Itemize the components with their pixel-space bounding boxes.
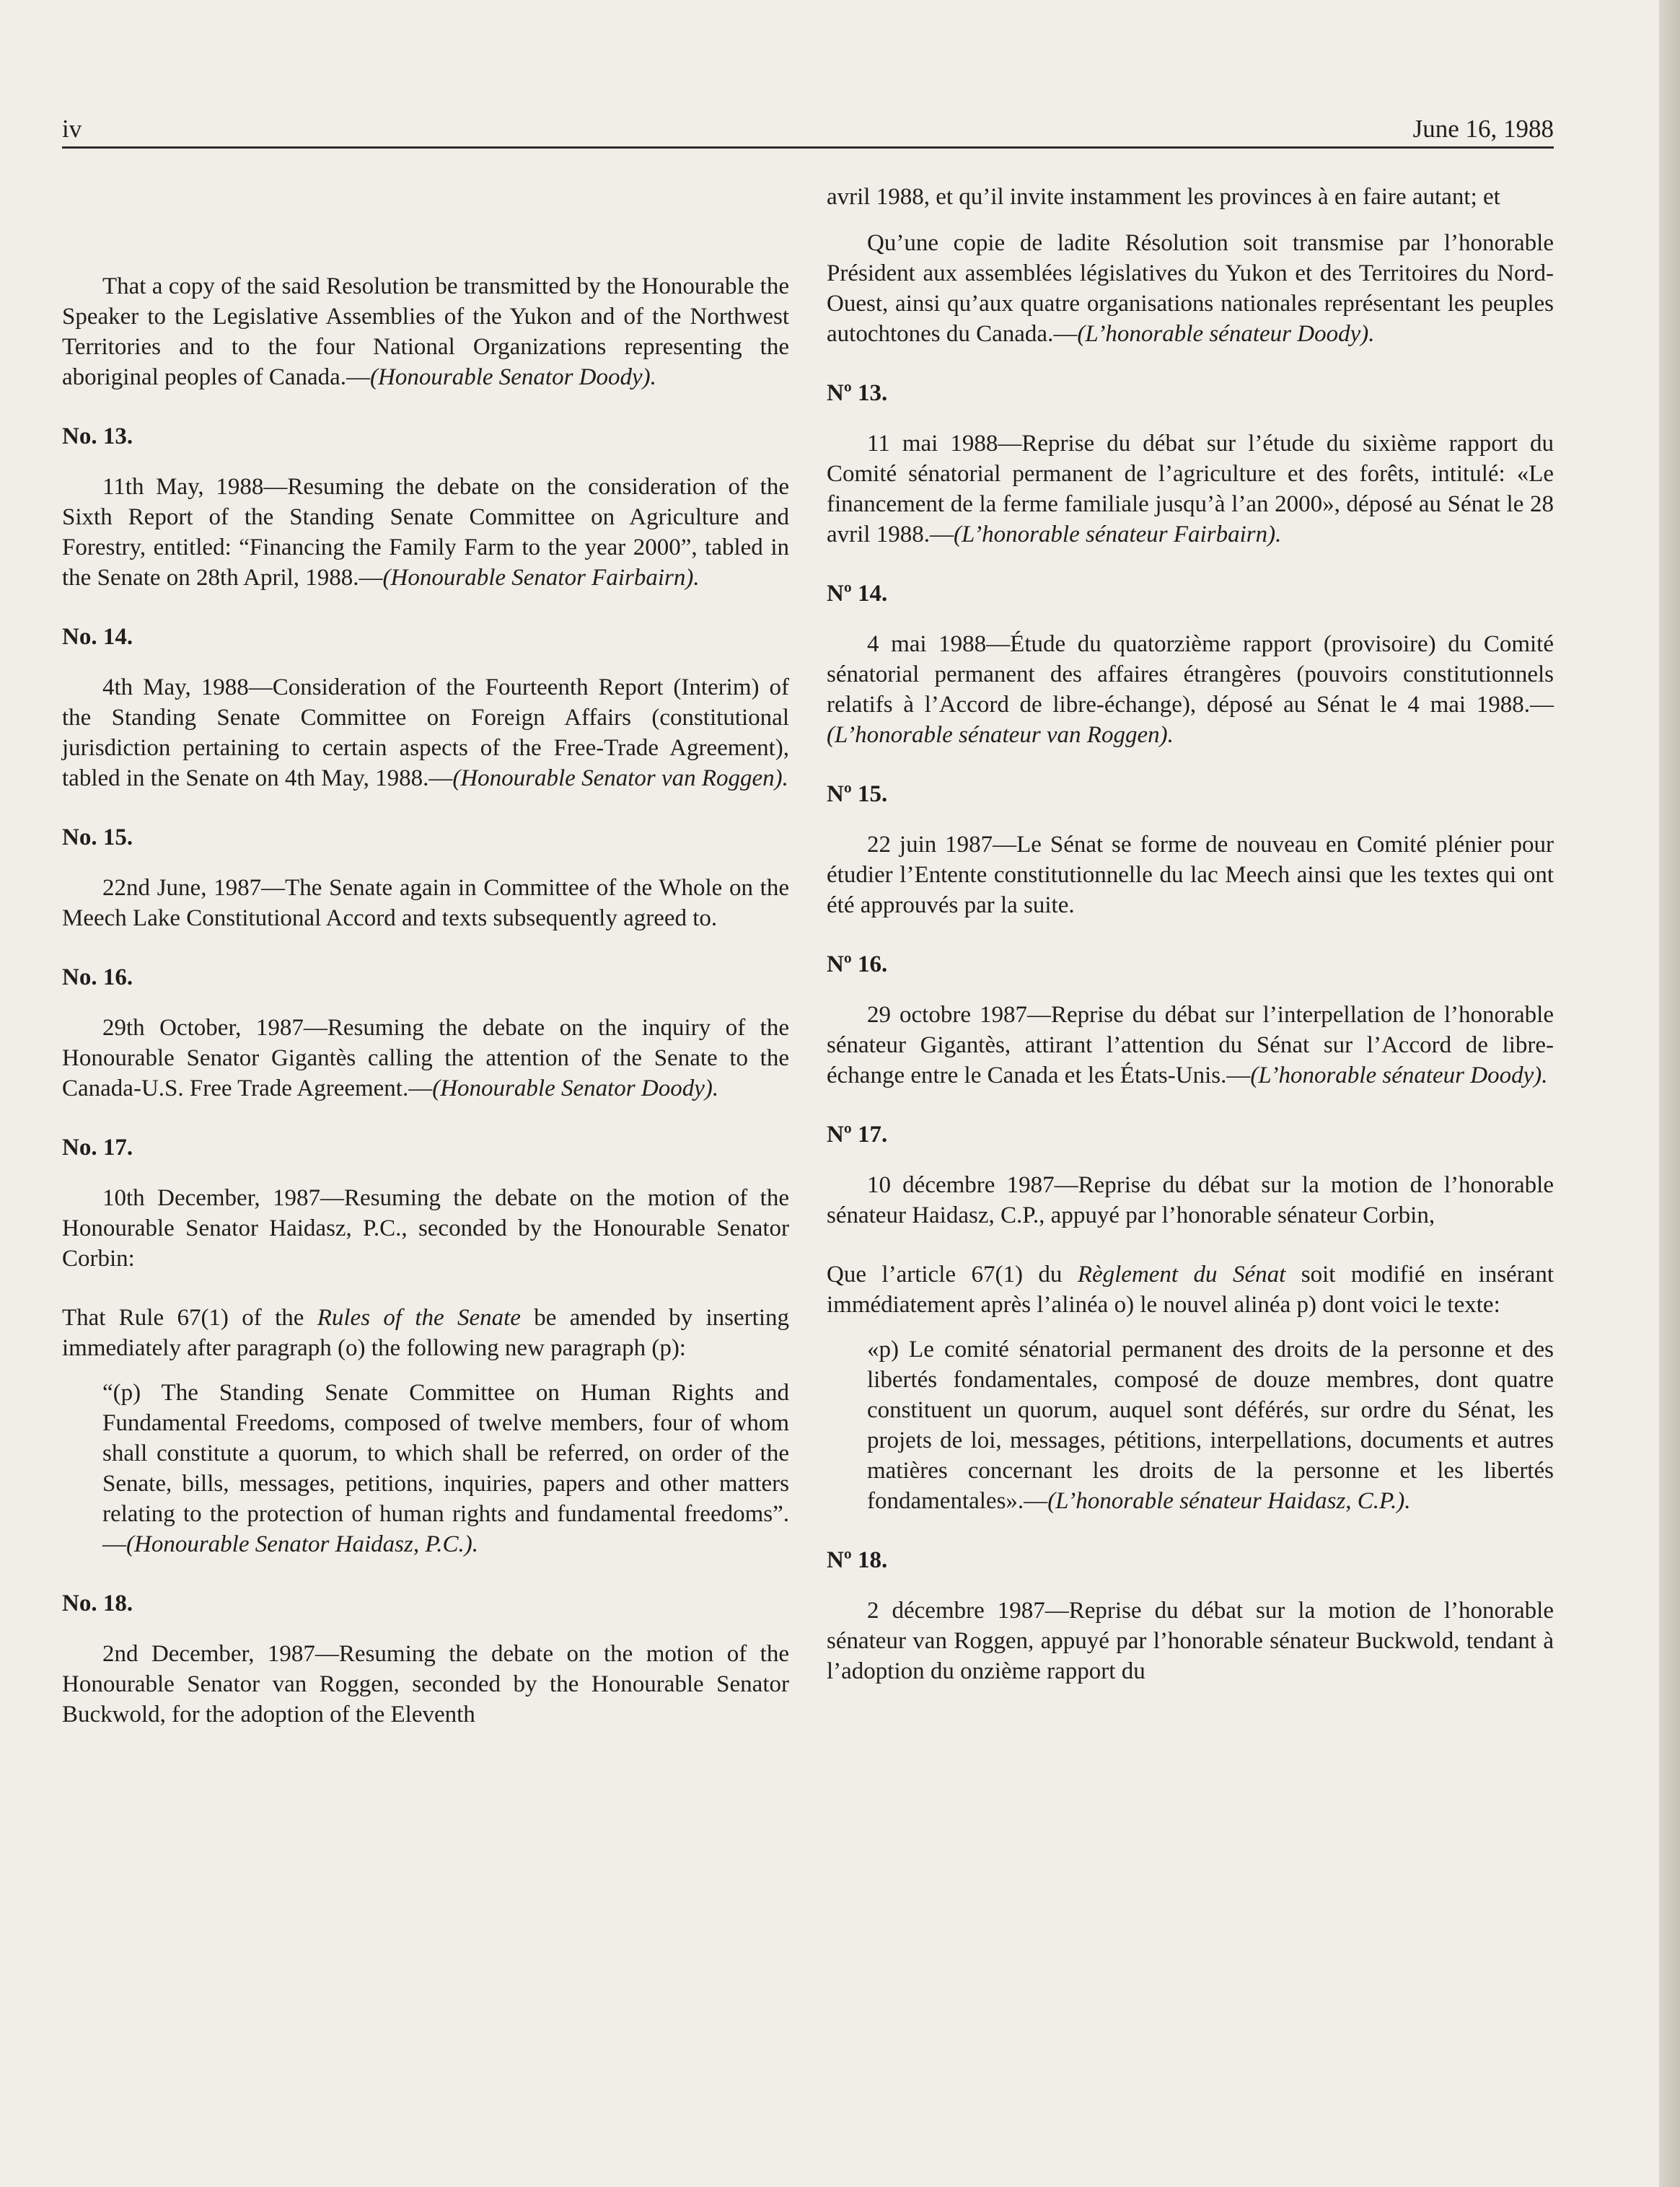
item-body-15: 22nd June, 1987—The Senate again in Committee of the Whole on the Meech Lake Constitutional Accord and texts subsequently agreed to. xyxy=(62,875,789,931)
item-body-18-fr: 2 décembre 1987—Reprise du débat sur la motion de l’honorable sénateur van Roggen, appuyé par l’honorable sénateur Buckwold, tendant à l’adoption du onzième rapport du xyxy=(827,1598,1554,1684)
rule67-quote-fr: «p) Le comité sénatorial permanent des droits de la personne et des libertés fondamentales, composé de douze membres, dont quatre constituent un quorum, auquel sont déférés, sur ordre du Sénat, les projets de loi, messages, pétitions, interpellations, documents et autres matières concernant les droits de la personne et les libertés fondamentales».—(L’honorable sénateur Haidasz, C.P.). xyxy=(867,1337,1554,1514)
item-body-13: 11th May, 1988—Resuming the debate on the consideration of the Sixth Report of the Standing Senate Committee on Agriculture and Forestry, entitled: “Financing the Family Farm to the year 2000”, tabled in the Senate on 28th April, 1988.—(Honourable Senator Fairbairn). xyxy=(62,474,789,591)
rule67-paragraph-fr: Que l’article 67(1) du Règlement du Sénat soit modifié en insérant immédiatement après l’alinéa o) le nouvel alinéa p) dont voici le texte: xyxy=(827,1262,1554,1318)
item-heading-16: No. 16. xyxy=(62,964,133,990)
item-body-14-fr: 4 mai 1988—Étude du quatorzième rapport (provisoire) du Comité sénatorial permanent des affaires étrangères (pouvoirs constitutionnels relatifs à l’Accord de libre-échange), déposé au Sénat le 4 mai 1988.—(L’honorable sénateur van Roggen). xyxy=(827,631,1554,748)
item-heading-16-fr: Nº 16. xyxy=(827,951,888,977)
page-edge xyxy=(1659,0,1680,2187)
item-heading-15: No. 15. xyxy=(62,824,133,850)
spacer xyxy=(62,182,789,271)
item-body-15-fr: 22 juin 1987—Le Sénat se forme de nouveau en Comité plénier pour étudier l’Entente constitutionnelle du lac Meech ainsi que les textes qui ont été approuvés par la suite. xyxy=(827,832,1554,918)
resolution-paragraph-fr: Qu’une copie de ladite Résolution soit transmise par l’honorable Président aux assemblées législatives du Yukon et des Territoires du Nord-Ouest, ainsi qu’aux quatre organisations nationales représentant les peuples autochtones du Canada.—(L’honorable sénateur Doody). xyxy=(827,230,1554,347)
resolution-attribution-fr: (L’honorable sénateur Doody). xyxy=(1077,321,1375,347)
item-heading-18-fr: Nº 18. xyxy=(827,1547,888,1573)
header-date: June 16, 1988 xyxy=(1412,115,1554,143)
item-heading-15-fr: Nº 15. xyxy=(827,781,888,807)
item-heading-14-fr: Nº 14. xyxy=(827,581,888,607)
english-column xyxy=(62,182,789,1759)
header-rule xyxy=(62,146,1554,149)
item-heading-17-fr: Nº 17. xyxy=(827,1122,888,1148)
item-body-16-fr: 29 octobre 1987—Reprise du débat sur l’interpellation de l’honorable sénateur Gigantès, attirant l’attention du Sénat sur l’Accord de libre-échange entre le Canada et les États-Unis.—(L’honorable sénateur Doody). xyxy=(827,1002,1554,1088)
item-heading-14: No. 14. xyxy=(62,624,133,650)
resolution-paragraph: That a copy of the said Resolution be transmitted by the Honourable the Speaker to the Legislative Assemblies of the Yukon and of the Northwest Territories and to the four National Organizations representing the aboriginal peoples of Canada.—(Honourable Senator Doody). xyxy=(62,273,789,390)
item-body-16: 29th October, 1987—Resuming the debate on the inquiry of the Honourable Senator Gigantès calling the attention of the Senate to the Canada-U.S. Free Trade Agreement.—(Honourable Senator Doody). xyxy=(62,1015,789,1101)
rule67-quote: “(p) The Standing Senate Committee on Human Rights and Fundamental Freedoms, composed of twelve members, four of whom shall constitute a quorum, to which shall be referred, on order of the Senate, bills, messages, petitions, inquiries, papers and other matters relating to the protection of human rights and fundamental freedoms”.—(Honourable Senator Haidasz, P.C.). xyxy=(102,1380,789,1557)
item-heading-13-fr: Nº 13. xyxy=(827,380,888,406)
rule67-paragraph: That Rule 67(1) of the Rules of the Senate be amended by inserting immediately after paragraph (o) the following new paragraph (p): xyxy=(62,1305,789,1361)
page-header xyxy=(62,110,1554,149)
item-body-17: 10th December, 1987—Resuming the debate on the motion of the Honourable Senator Haidasz, P.C., seconded by the Honourable Senator Corbin: xyxy=(62,1185,789,1272)
item-body-14: 4th May, 1988—Consideration of the Fourteenth Report (Interim) of the Standing Senate Committee on Foreign Affairs (constitutional jurisdiction pertaining to certain aspects of the Free-Trade Agreement), tabled in the Senate on 4th May, 1988.—(Honourable Senator van Roggen). xyxy=(62,674,789,791)
french-column xyxy=(827,182,1554,1715)
continuation-paragraph: avril 1988, et qu’il invite instamment les provinces à en faire autant; et xyxy=(827,184,1500,210)
page-number: iv xyxy=(62,115,82,143)
item-body-17-fr: 10 décembre 1987—Reprise du débat sur la motion de l’honorable sénateur Haidasz, C.P., appuyé par l’honorable sénateur Corbin, xyxy=(827,1172,1554,1228)
item-heading-17: No. 17. xyxy=(62,1135,133,1161)
item-body-18: 2nd December, 1987—Resuming the debate on the motion of the Honourable Senator van Roggen, seconded by the Honourable Senator Buckwold, for the adoption of the Eleventh xyxy=(62,1641,789,1728)
item-heading-18: No. 18. xyxy=(62,1590,133,1616)
resolution-attribution: (Honourable Senator Doody). xyxy=(370,364,656,390)
item-heading-13: No. 13. xyxy=(62,423,133,449)
item-body-13-fr: 11 mai 1988—Reprise du débat sur l’étude du sixième rapport du Comité sénatorial permanent de l’agriculture et des forêts, intitulé: «Le financement de la ferme familiale jusqu’à l’an 2000», déposé au Sénat le 28 avril 1988.—(L’honorable sénateur Fairbairn). xyxy=(827,431,1554,547)
